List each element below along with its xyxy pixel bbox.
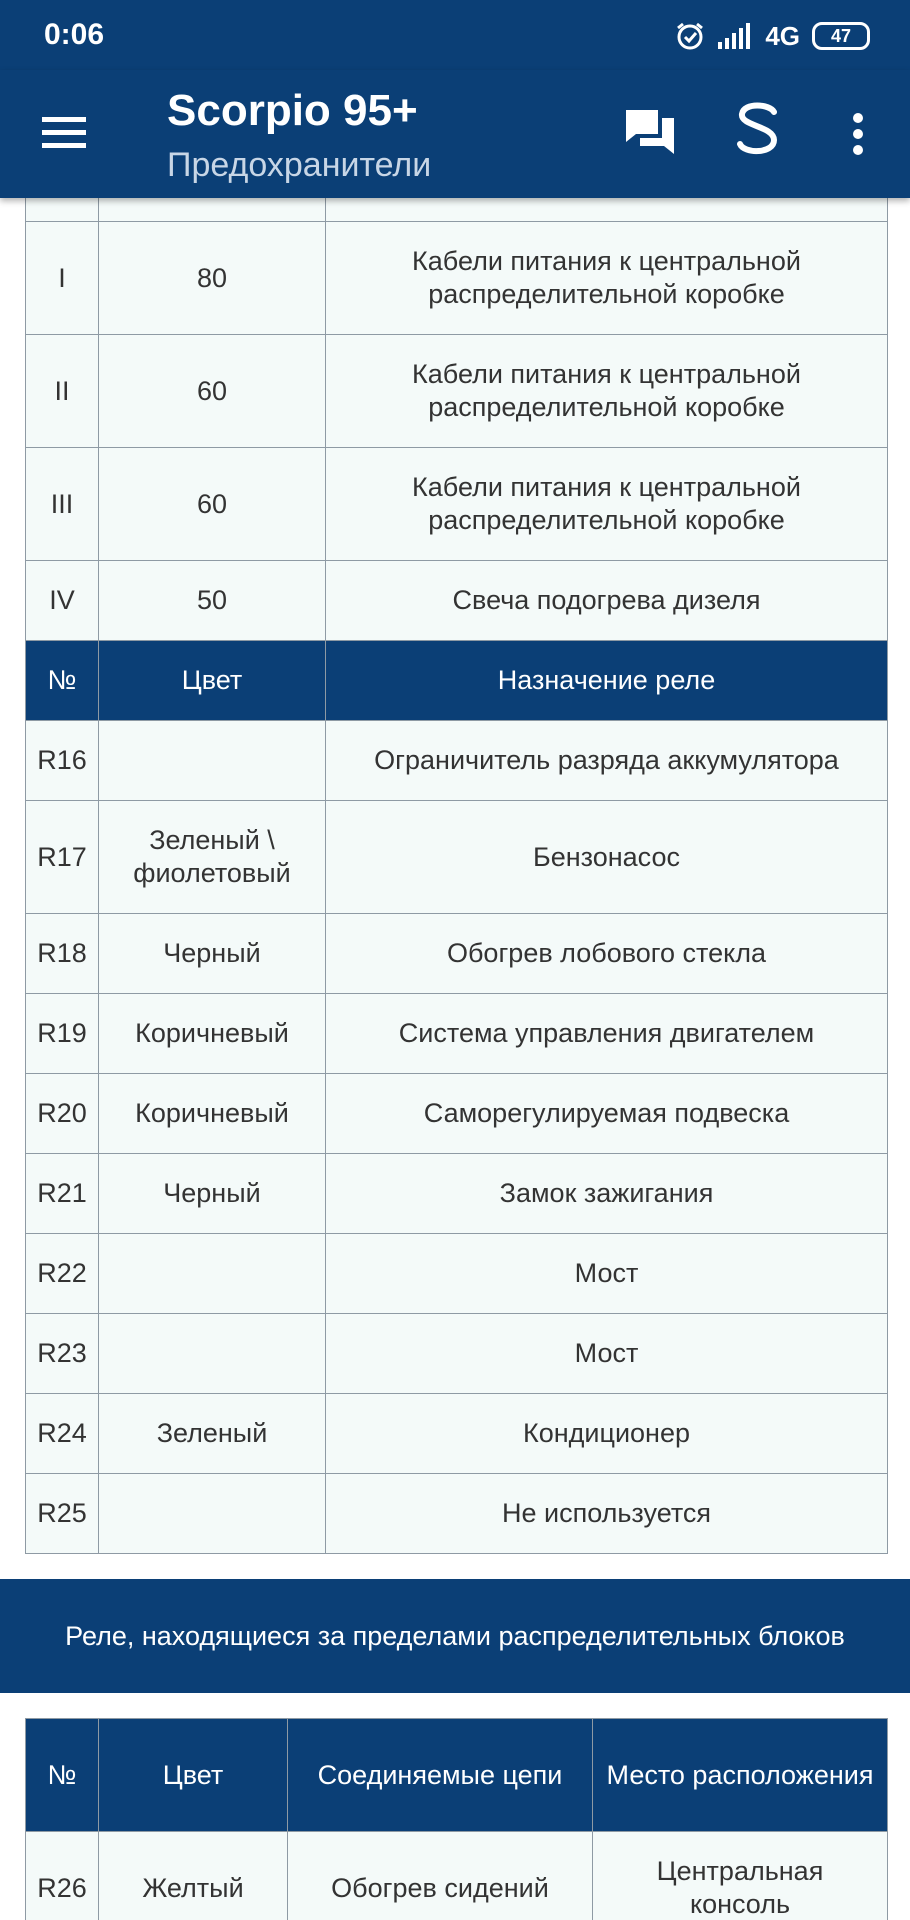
relay-color [99, 1314, 326, 1394]
column-header-color: Цвет [99, 1719, 288, 1832]
page-subtitle: Предохранители [167, 146, 432, 184]
fuse-number: III [26, 448, 99, 561]
app-bar [0, 70, 910, 198]
fuse-number: I [26, 222, 99, 335]
battery-icon [812, 22, 870, 50]
table-row [26, 1314, 888, 1394]
relay-purpose: Не используется [326, 1474, 888, 1554]
relay-color [99, 1474, 326, 1554]
relay-color: Зеленый \ фиолетовый [99, 801, 326, 914]
more-options-icon[interactable] [852, 112, 864, 156]
table-row [26, 561, 888, 641]
relay-purpose: Бензонасос [326, 801, 888, 914]
relay-purpose: Замок зажигания [326, 1154, 888, 1234]
column-header-circuits: Соединяемые цепи [288, 1719, 593, 1832]
section-title: Реле, находящиеся за пределами распределительных блоков [65, 1620, 845, 1651]
relay-number: R20 [26, 1074, 99, 1154]
status-time: 0:06 [44, 18, 105, 51]
table-row [26, 222, 888, 335]
relay-number: R25 [26, 1474, 99, 1554]
column-header-number: № [26, 641, 99, 721]
relay-table-header [26, 641, 888, 721]
network-type: 4G [765, 20, 800, 51]
relay-number: R17 [26, 801, 99, 914]
relay-number: R16 [26, 721, 99, 801]
fuse-amperage: 60 [99, 448, 326, 561]
column-header-purpose: Назначение реле [326, 641, 888, 721]
fuse-description: Кабели питания к центральной распределительной коробке [326, 335, 888, 448]
relay-color: Коричневый [99, 994, 326, 1074]
chat-icon[interactable] [624, 108, 676, 158]
fuse-amperage: 80 [99, 222, 326, 335]
column-header-location: Место расположения [593, 1719, 888, 1832]
table-row [26, 448, 888, 561]
section-header [0, 1579, 910, 1693]
status-icons [675, 18, 870, 54]
outside-table-header [26, 1719, 888, 1832]
fuse-relay-table [25, 198, 888, 1554]
relay-purpose: Ограничитель разряда аккумулятора [326, 721, 888, 801]
table-row [26, 1234, 888, 1314]
relay-color: Черный [99, 914, 326, 994]
table-row [26, 914, 888, 994]
table-row [26, 1074, 888, 1154]
table-row [26, 1394, 888, 1474]
table-row [26, 1832, 888, 1920]
fuse-number: IV [26, 561, 99, 641]
relay-number: R21 [26, 1154, 99, 1234]
fuse-description: Кабели питания к центральной распределительной коробке [326, 222, 888, 335]
table-row [26, 335, 888, 448]
relay-purpose: Мост [326, 1234, 888, 1314]
relay-color: Коричневый [99, 1074, 326, 1154]
fuse-description: Свеча подогрева дизеля [326, 561, 888, 641]
signal-icon [717, 23, 753, 49]
relay-purpose: Кондиционер [326, 1394, 888, 1474]
table-row [26, 198, 888, 222]
table-row [26, 801, 888, 914]
table-row [26, 1474, 888, 1554]
table-row [26, 721, 888, 801]
battery-level: 47 [830, 25, 852, 46]
content-area [0, 198, 910, 1920]
relay-color [99, 721, 326, 801]
relay-color [99, 1234, 326, 1314]
relay-purpose: Обогрев лобового стекла [326, 914, 888, 994]
relay-purpose: Система управления двигателем [326, 994, 888, 1074]
table-row [26, 1154, 888, 1234]
relay-purpose: Саморегулируемая подвеска [326, 1074, 888, 1154]
relay-color: Черный [99, 1154, 326, 1234]
fuse-description: Кабели питания к центральной распределительной коробке [326, 448, 888, 561]
alarm-icon [675, 21, 705, 51]
column-header-number: № [26, 1719, 99, 1832]
column-header-color: Цвет [99, 641, 326, 721]
relay-location: Центральная консоль [593, 1832, 888, 1920]
relay-color: Зеленый [99, 1394, 326, 1474]
relay-number: R24 [26, 1394, 99, 1474]
relay-color: Желтый [99, 1832, 288, 1920]
relay-number: R23 [26, 1314, 99, 1394]
fuse-number: II [26, 335, 99, 448]
relay-circuits: Обогрев сидений [288, 1832, 593, 1920]
relay-number: R19 [26, 994, 99, 1074]
relay-number: R22 [26, 1234, 99, 1314]
relay-number: R18 [26, 914, 99, 994]
menu-icon[interactable] [42, 117, 86, 149]
logo-s-icon[interactable] [736, 100, 780, 156]
page-title: Scorpio 95+ [167, 86, 418, 135]
fuse-amperage: 60 [99, 335, 326, 448]
status-bar [0, 0, 910, 70]
fuse-amperage: 50 [99, 561, 326, 641]
relay-purpose: Мост [326, 1314, 888, 1394]
table-row [26, 994, 888, 1074]
outside-relay-table [25, 1718, 888, 1920]
relay-number: R26 [26, 1832, 99, 1920]
